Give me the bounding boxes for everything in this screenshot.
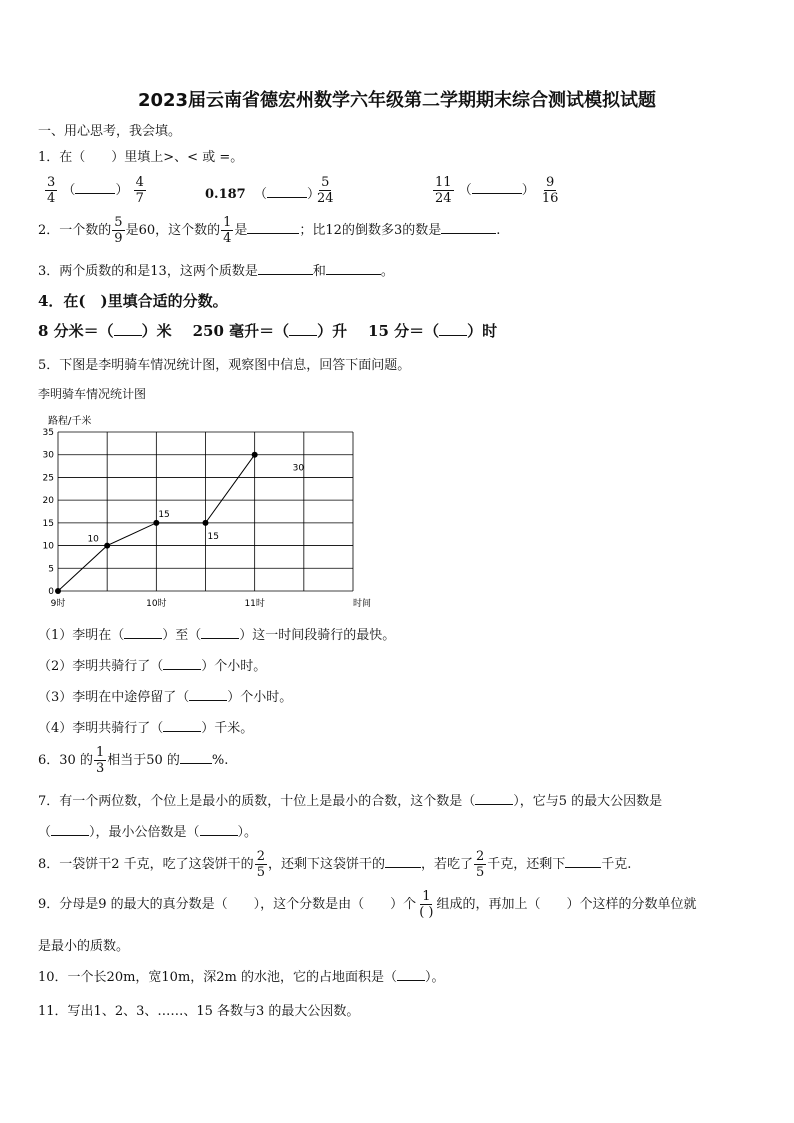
data-point [203,520,209,526]
x-tick-labels [51,597,265,609]
y-tick-label: 5 [48,564,54,575]
x-tick-label: 10时 [146,599,167,609]
answer-blank[interactable] [258,262,313,275]
answer-blank[interactable] [200,823,238,836]
answer-blank[interactable] [397,968,425,981]
x-tick-label: 11时 [244,599,265,609]
question-4-items: 8 分米＝（ ）米 250 毫升＝（ ）升 15 分＝（ ）时 [38,322,498,340]
answer-blank[interactable] [267,185,307,198]
question-1-stem: 1．在（ ）里填上>、< 或 =。 [38,150,244,165]
chart-grid [58,432,353,591]
answer-blank[interactable] [124,626,162,639]
fraction: $\frac{4}{7}$ [135,175,144,206]
page-title: 2023届云南省德宏州数学六年级第二学期期末综合测试模拟试题 [137,90,657,111]
answer-blank[interactable] [75,181,115,194]
fraction: $\frac{3}{4}$ [47,175,56,206]
fraction: $\frac{1}{3}$ [95,745,105,776]
answer-blank[interactable] [439,323,467,336]
answer-blank[interactable] [565,855,601,868]
question-3: 3．两个质数的和是13，这两个质数是 和 。 [38,264,394,279]
x-tick-label: 9时 [50,599,66,609]
question-9-line-2: 是最小的质数。 [38,939,130,954]
answer-blank[interactable] [201,626,239,639]
fraction: $\frac{9}{16}$ [541,175,559,206]
question-1-item-b: 0.187 （ ） [205,187,321,202]
answer-blank[interactable] [189,688,227,701]
fraction: $\frac{11}{24}$ [435,175,452,206]
answer-blank[interactable] [326,262,381,275]
data-label: 30 [292,463,305,474]
y-tick-label: 20 [42,496,54,507]
x-axis-label: 时间 [353,599,372,609]
question-1-item-c: $\frac{11}{24}$ （ ） $\frac{9}{16}$ [435,175,559,206]
fraction: $\frac{2}{5}$ [476,849,485,880]
question-4-stem: 4．在( )里填合适的分数。 [38,292,228,310]
data-labels [87,464,304,545]
answer-blank[interactable] [441,221,496,234]
question-1-item-b-fraction [314,176,337,205]
answer-blank[interactable] [475,792,513,805]
question-5-stem: 5．下图是李明骑车情况统计图，观察图中信息，回答下面问题。 [38,358,411,373]
y-tick-label: 25 [42,473,54,484]
answer-blank[interactable] [289,323,317,336]
question-5-sub-3: （3）李明在中途停留了（ ）个小时。 [38,690,293,705]
question-1-item-a: $\frac{3}{4}$ （ ） $\frac{4}{7}$ [47,175,144,206]
data-label: 15 [158,509,170,520]
y-tick-labels [43,428,55,597]
question-9-line-1: 9．分母是9 的最大的真分数是（ ），这个分数是由（ ）个 $\frac{1}{( )}$ 组成的，再加上（ ）个这样的分数单位就 [38,889,697,920]
data-point [55,588,61,594]
fraction: $\frac{2}{5}$ [256,849,265,880]
answer-blank[interactable] [247,221,299,234]
data-point [252,452,258,458]
answer-blank[interactable] [472,181,522,194]
data-point [104,543,110,549]
y-tick-label: 15 [42,518,54,529]
distance-line-chart [30,410,390,615]
answer-blank[interactable] [385,855,421,868]
question-5-sub-1: （1）李明在（ ）至（ ）这一时间段骑行的最快。 [38,628,396,643]
answer-blank[interactable] [163,719,201,732]
answer-blank[interactable] [114,323,142,336]
answer-blank[interactable] [51,823,89,836]
answer-blank[interactable] [180,751,212,764]
question-8: 8．一袋饼干2 千克，吃了这袋饼干的 $\frac{2}{5}$ ，还剩下这袋饼干的 ，若吃了 $\frac{2}{5}$ 千克，还剩下 千克. [38,849,632,880]
y-tick-label: 0 [48,587,54,597]
y-tick-label: 10 [42,541,54,552]
fraction: $\frac{5}{9}$ [114,215,123,246]
fraction: $\frac{1}{( )}$ [419,889,434,920]
data-label: 10 [87,534,99,545]
answer-blank[interactable] [163,657,201,670]
question-10: 10．一个长20m，宽10m，深2m 的水池，它的占地面积是（ ）。 [38,970,445,985]
y-tick-label: 30 [42,450,54,461]
data-point [153,520,159,526]
y-tick-label: 35 [42,428,54,438]
question-7-line-1: 7．有一个两位数，个位上是最小的质数，十位上是最小的合数，这个数是（ ），它与5 的最大公因数是 [38,794,663,809]
question-5-sub-2: （2）李明共骑行了（ ）个小时。 [38,659,267,674]
question-2: 2．一个数的 $\frac{5}{9}$ 是60，这个数的 $\frac{1}{4}$ 是 ；比12的倒数多3的数是 . [38,215,501,246]
section-heading: 一、用心思考，我会填。 [38,124,182,139]
fraction: $\frac{5}{24}$ [317,175,334,206]
y-axis-label: 路程/千米 [48,416,92,427]
fraction: $\frac{1}{4}$ [223,215,232,246]
question-6: 6．30 的 $\frac{1}{3}$ 相当于50 的 %. [38,745,229,776]
data-label: 15 [207,531,219,542]
chart-title: 李明骑车情况统计图 [38,387,147,401]
question-5-sub-4: （4）李明共骑行了（ ）千米。 [38,721,254,736]
question-11: 11．写出1、2、3、……、15 各数与3 的最大公因数。 [38,1004,360,1019]
question-7-line-2: （ ），最小公倍数是（ ）。 [38,825,258,840]
